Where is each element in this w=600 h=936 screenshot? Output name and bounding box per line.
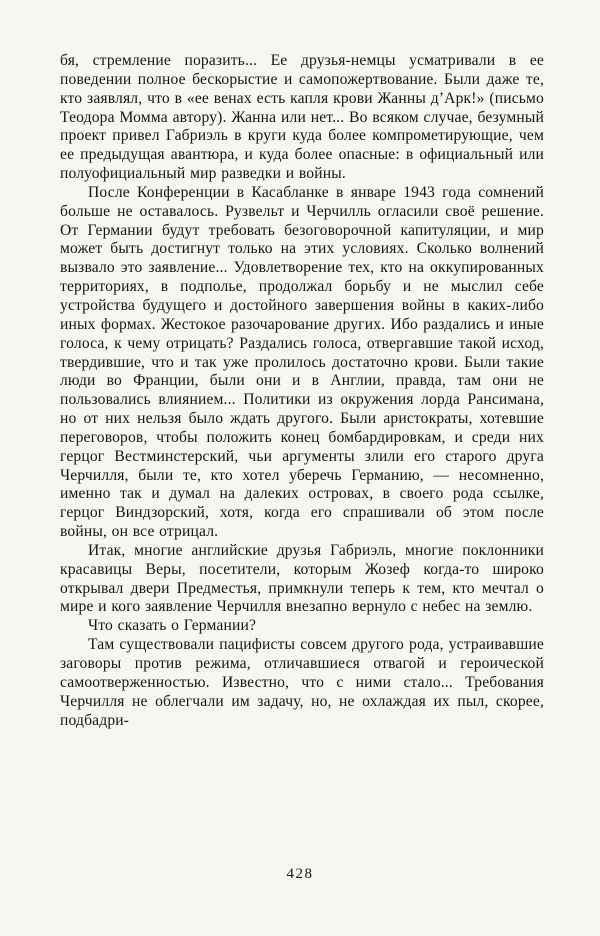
paragraph: Что сказать о Германии? bbox=[88, 617, 257, 635]
paragraph: После Конференции в Касабланке в январе 1943 года сомнений больше не оставалось. Рузвельт и Черчилль огласили своё решение. От Германии будут требовать безоговорочной капитуляции, и мир может быть достигнут только на этих условиях. Сколько волнений вызвало это заявление... Удовлетворение тех, кто на оккупированных территориях, в подполье, продолжал борьбу и не мыслил себе устройства будущего и достойного завершения войны в каких-либо иных формах. Жестокое разочарование других. Ибо раздались и иные голоса, к чему отрицать? Раздались голоса, отвергавшие такой исход, твердившие, что и так уже пролилось достаточно крови. Были такие люди во Франции, были они и в Англии, правда, там они не пользовались влиянием... Политики из окружения лорда Рансимана, но от них нельзя было ждать другого. Были аристократы, хотевшие переговоров, чтобы положить конец бомбардировкам, и среди них герцог Вестминстерский, чьи аргументы злили его старого друга Черчилля, были те, кто хотел уберечь Германию, — несомненно, именно так и думал на далеких островах, в своего рода ссылке, герцог Виндзорский, хотя, когда его спрашивали об этом после войны, он все отрицал. bbox=[60, 183, 544, 541]
paragraph-continuation: бя, стремление поразить... Ее друзья-немцы усматривали в ее поведении полное бескорыстие и самопожертвование. Были даже те, кто заявлял, что в «ее венах есть капля крови Жанны д’Арк!» (письмо Теодора Момма автору). Жанна или нет... Во всяком случае, безумный проект привел Габриэль в круги куда более компрометирующие, чем ее предыдущая авантюра, и куда более опасные: в официальный или полуофициальный мир разведки и войны. bbox=[60, 52, 544, 183]
paragraph: Там существовали пацифисты совсем другого рода, устраивавшие заговоры против режима, отличавшиеся отвагой и героической самоотверженностью. Известно, что с ними стало... Требования Черчилля не облегчали им задачу, но, не охлаждая их пыл, скорее, подбадри- bbox=[60, 636, 544, 729]
page-number: 428 bbox=[286, 866, 314, 882]
paragraph: Итак, многие английские друзья Габриэль, многие поклонники красавицы Веры, посетители, которым Жозеф когда-то широко открывал двери Предместья, примкнули теперь к тем, кто мечтал о мире и кого заявление Черчилля внезапно вернуло с небес на землю. bbox=[60, 541, 544, 616]
page-text-block bbox=[60, 52, 544, 730]
